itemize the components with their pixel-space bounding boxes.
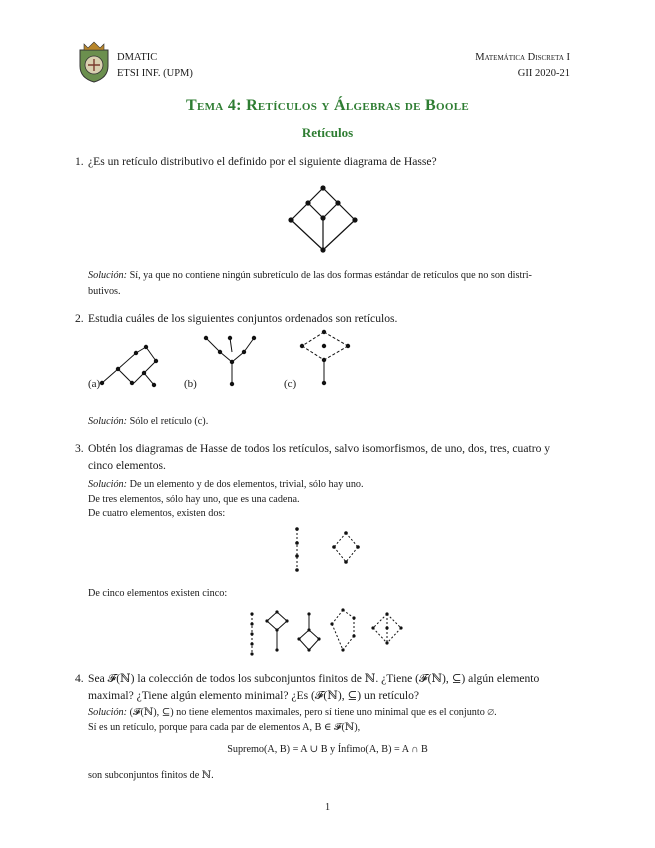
problem-4-solution-line2: Sí es un retículo, porque para cada par de elementos A, B ∈ 𝓕(ℕ), (88, 722, 361, 733)
page-title: Tema 4: Retículos y Álgebras de Boole (186, 97, 469, 114)
problem-1-number: 1. (75, 155, 84, 168)
problem-4-solution-line3: son subconjuntos finitos de ℕ. (88, 770, 214, 781)
problem-4-formula: Supremo(A, B) = A ∪ B y Ínfimo(A, B) = A ∩ B (227, 744, 428, 755)
header-left-line1: DMATIC (117, 52, 158, 63)
problem-4-number: 4. (75, 672, 84, 685)
problem-2-text: Estudia cuáles de los siguientes conjuntos ordenados son retículos. (88, 312, 398, 325)
solution-text: De un elemento y de dos elementos, trivial, sólo hay uno. (127, 479, 364, 490)
page-number: 1 (324, 802, 331, 813)
five-element-lattice-2 (264, 610, 290, 654)
solution-label: Solución: (88, 416, 128, 427)
hasse-diagram-b (202, 336, 262, 388)
solution-text: Sólo el retículo (c). (127, 416, 209, 427)
solution-text: (𝓕(ℕ), ⊆) no tiene elementos maximales, pero sí tiene uno minimal que es el conjunto ∅. (127, 707, 497, 718)
problem-4-solution (88, 705, 497, 720)
problem-3-solution-line2: De tres elementos, sólo hay uno, que es una cadena. (88, 494, 300, 505)
problem-2-solution (88, 414, 208, 429)
four-element-diamond (331, 531, 361, 565)
problem-4-text-line1: Sea 𝓕(ℕ) la colección de todos los subconjuntos finitos de ℕ. ¿Tiene (𝓕(ℕ), ⊆) algún elemento (88, 672, 540, 685)
solution-label: Solución: (88, 479, 128, 490)
problem-3-number: 3. (75, 442, 84, 455)
diagram-label-a: (a) (88, 378, 101, 390)
five-element-chain (248, 612, 256, 656)
problem-3-text-line2: cinco elementos. (88, 459, 166, 472)
four-element-chain (292, 526, 302, 574)
hasse-diagram-a (100, 343, 170, 393)
problem-1-solution (88, 268, 532, 283)
problem-4-text-line2: maximal? ¿Tiene algún elemento minimal? ¿Es (𝓕(ℕ), ⊆) un retículo? (88, 689, 420, 702)
header-left-line2: ETSI INF. (UPM) (117, 68, 193, 79)
five-element-lattice-3 (296, 612, 322, 656)
hasse-diagram-problem-1 (283, 182, 363, 254)
solution-label: Solución: (88, 707, 128, 718)
five-element-pentagon (329, 608, 357, 652)
diagram-label-b: (b) (184, 378, 197, 390)
header-right-line2: GII 2020-21 (517, 68, 570, 79)
problem-3-text-line1: Obtén los diagramas de Hasse de todos los retículos, salvo isomorfismos, de uno, dos, tres, cuatro y (88, 442, 551, 455)
section-title: Retículos (301, 125, 354, 140)
problem-2-number: 2. (75, 312, 84, 325)
diagram-label-c: (c) (284, 378, 297, 390)
problem-3-solution (88, 477, 364, 492)
solution-text: Sí, ya que no contiene ningún subretículo de las dos formas estándar de retículos que no son distri- (127, 270, 532, 281)
five-element-diamond-m3 (370, 612, 404, 646)
problem-1-solution-cont: butivos. (88, 286, 121, 297)
header-right-line1: Matemática Discreta I (475, 52, 570, 63)
problem-3-solution-line3: De cuatro elementos, existen dos: (88, 508, 226, 519)
problem-1-text: ¿Es un retículo distributivo el definido por el siguiente diagrama de Hasse? (88, 155, 437, 168)
hasse-diagram-c (298, 330, 354, 386)
solution-label: Solución: (88, 270, 128, 281)
university-crest-icon (74, 40, 114, 84)
problem-3-solution-line4: De cinco elementos existen cinco: (88, 588, 228, 599)
